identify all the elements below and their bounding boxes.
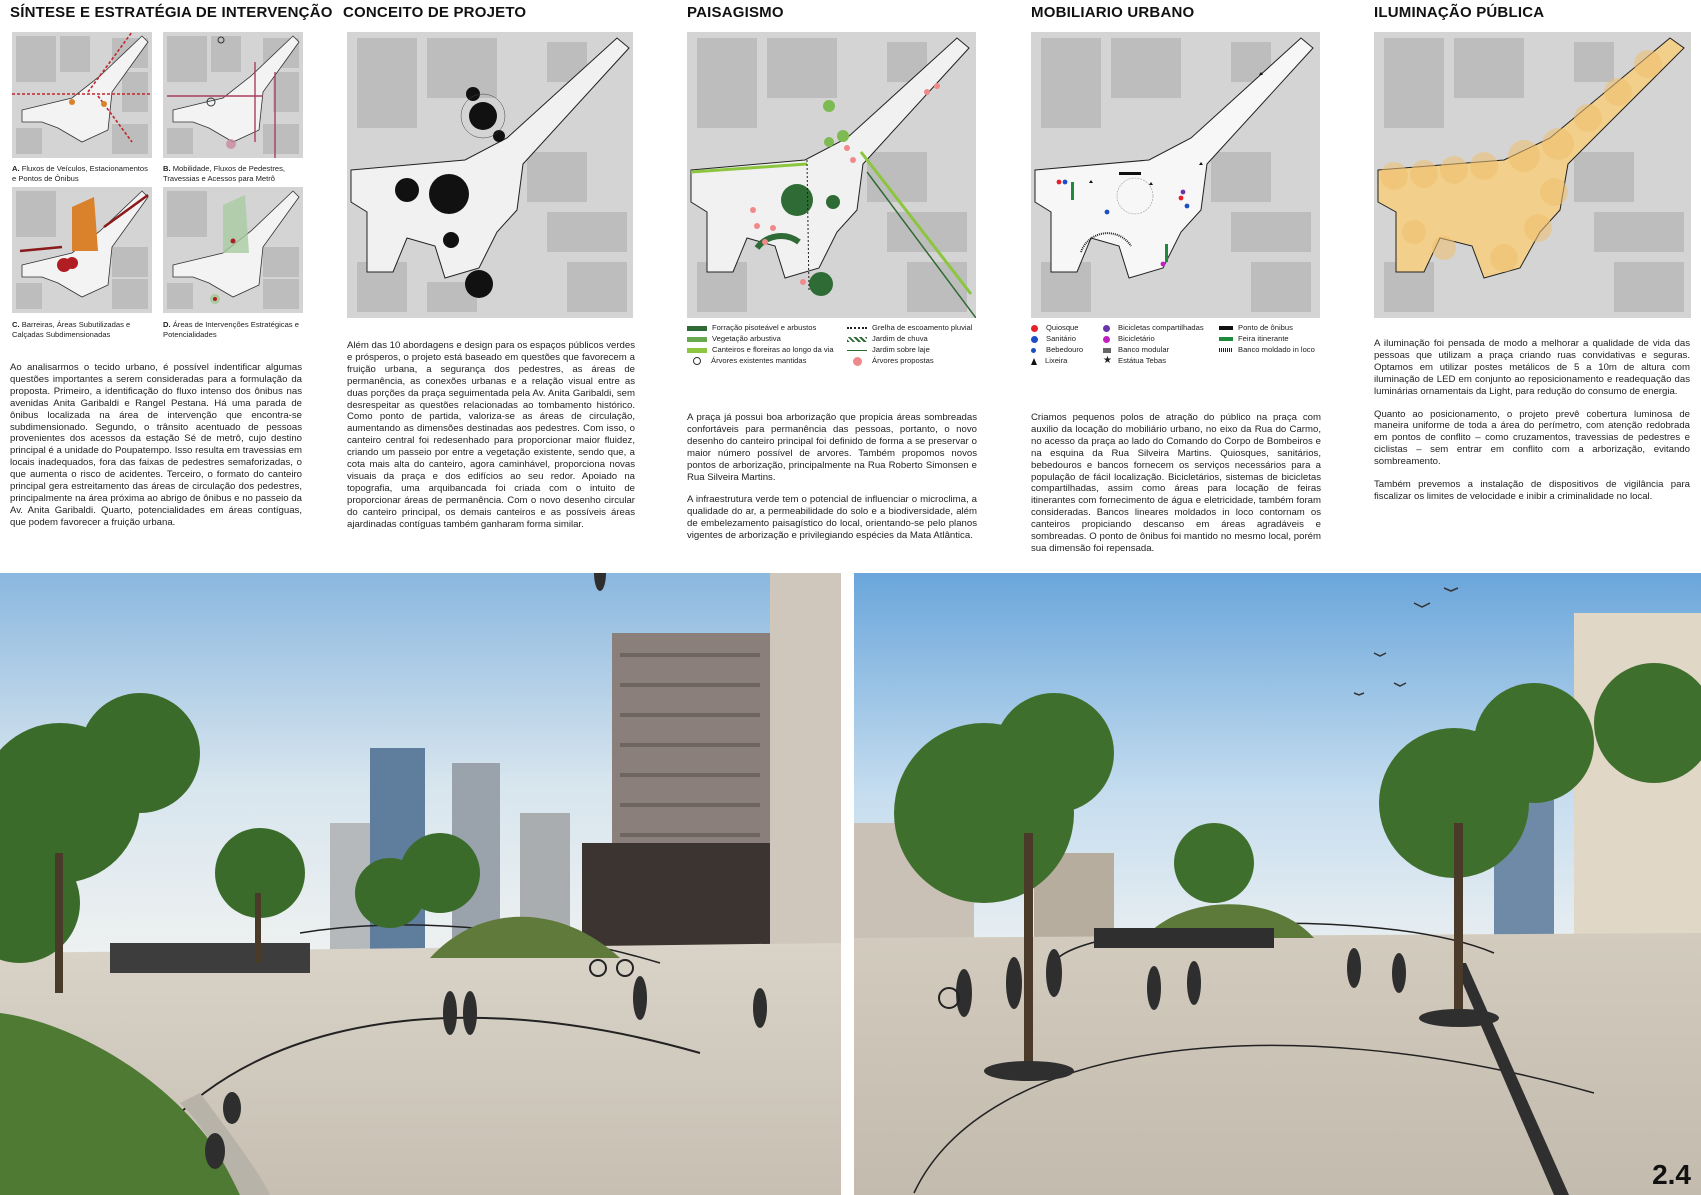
section-paisagismo	[687, 0, 983, 560]
legend-grelha-label: Grelha de escoamento pluvial	[872, 323, 973, 332]
section-title-iluminacao: ILUMINAÇÃO PÚBLICA	[1374, 4, 1545, 21]
section-conceito	[343, 0, 639, 560]
mobiliario-body: Criamos pequenos polos de atração do público na praça com auxilio da locação do mobiliário urbano, no eixo da Rua do Carmo, no acesso da praça ao lado do Comando do Corpo de Bombeiros e na esquina da Rua Silveira Martins. Quiosques, sanitários, bebedouros e bancos fornecem os serviços necessários para a população de fácil localização. Bicicletários, sistemas de bicicletas compartilhadas, assim como áreas para locação de feiras itinerantes com fornecimento de água e eletricidade, também foram consideradas. Bancos lineares moldados in loco contornam os canteiros propiciando descanso em áreas agradáveis e sombreadas. O ponto de ônibus foi mantido no mesmo local, porém sua dimensão foi repensada.	[1031, 412, 1321, 554]
swatch-vegetacao	[687, 337, 707, 342]
legend-item-arvores-existentes	[687, 355, 806, 367]
legend-bicicletario-label: Bicicletário	[1118, 334, 1155, 343]
legend-lixeira-label: Lixeira	[1045, 356, 1068, 365]
section-title-paisagismo: PAISAGISMO	[687, 4, 784, 21]
paisagismo-body	[687, 412, 977, 542]
diagram-b-svg	[163, 32, 303, 158]
legend-item-estatua	[1103, 355, 1166, 367]
legend-quiosque-label: Quiosque	[1046, 323, 1079, 332]
caption-c-letter: C.	[12, 320, 20, 329]
swatch-sanitario	[1031, 336, 1038, 343]
iluminacao-body	[1374, 338, 1690, 503]
section-mobiliario	[1031, 0, 1327, 560]
lighting-plan-svg	[1374, 32, 1691, 318]
render-left-svg	[0, 573, 841, 1195]
concept-plan	[347, 32, 633, 318]
legend-banco-modular-label: Banco modular	[1118, 345, 1170, 354]
legend-ponto-onibus-label: Ponto de ônibus	[1238, 323, 1293, 332]
legend-vegetacao-label: Vegetação arbustiva	[712, 334, 781, 343]
diagram-a-vehicle-flows	[12, 32, 152, 158]
render-right-svg	[854, 573, 1701, 1195]
swatch-banco-modular	[1103, 348, 1111, 353]
star-icon: ★	[1103, 355, 1112, 366]
iluminacao-body-p1: A iluminação foi pensada de modo a melhorar a qualidade de vida das pessoas que utilizam a praça criando ruas convidativas e seguras. Optamos em utilizar postes metálicos de 5 a 10m de altura com iluminação de LED em conjunto ao reposicionamento e readequação das luminárias ornamentais da Light, para redução do consumo de energia.	[1374, 338, 1690, 397]
legend-arvores-propostas-label: Árvores propostas	[872, 356, 934, 365]
legend-estatua-label: Estátua Tebas	[1118, 356, 1166, 365]
diagram-d-strategic-areas	[163, 187, 303, 313]
swatch-bebedouro	[1031, 348, 1036, 353]
furniture-legend	[1031, 322, 1327, 372]
sintese-body: Ao analisarmos o tecido urbano, é possível indentificar algumas questões importantes a serem consideradas para a formulação da proposta. Primeiro, a identificação do fluxo intenso dos ônibus nas avenidas Anita Garibaldi e Rangel Pestana. Há uma parada de ônibus localizada na área de intervenção que encontra-se subdimensionado. Segundo, o trânsito acentuado de pessoas provenientes dos acessos da estação Sé de metrô, cujo destino principal é a unidade do Poupatempo. Isso resulta em travessias em locais inadequados, fora das faixas de pedestres semaforizadas, o que aumenta o risco de acidentes. Terceiro, o formato do canteiro principal gera estreitamento das áreas de circulação dos pedestres, principalmente na área próxima ao abrigo de ônibus e no passeio da Av. Anita Garibaldi. Quarto, potencialidades em áreas contíguas, que podem favorecer a fruição urbana.	[10, 362, 302, 528]
render-left-plaza-view	[0, 573, 841, 1195]
caption-d-letter: D.	[163, 320, 171, 329]
render-right-plaza-view	[854, 573, 1701, 1195]
caption-a-text: Fluxos de Veículos, Estacionamentos e Pontos de Ônibus	[12, 164, 148, 183]
caption-c	[12, 320, 152, 339]
swatch-ponto-onibus	[1219, 326, 1233, 330]
diagram-c-svg	[12, 187, 152, 313]
section-iluminacao	[1374, 0, 1696, 560]
trash-icon	[1031, 358, 1037, 365]
legend-item-lixeira	[1031, 355, 1067, 367]
lighting-plan	[1374, 32, 1691, 318]
legend-bicicletas-label: Bicicletas compartilhadas	[1118, 323, 1204, 332]
landscape-plan-svg	[687, 32, 976, 318]
legend-item-banco-moldado	[1219, 344, 1315, 356]
legend-jardim-laje-label: Jardim sobre laje	[872, 345, 930, 354]
swatch-bicicletario	[1103, 336, 1110, 343]
section-title-conceito: CONCEITO DE PROJETO	[343, 4, 527, 21]
concept-plan-svg	[347, 32, 633, 318]
diagram-c-barriers	[12, 187, 152, 313]
section-sintese	[10, 0, 333, 560]
conceito-body: Além das 10 abordagens e design para os espaços públicos verdes e prósperos, o projeto está baseado em questões que favorecem a fruição urbana, a segurança dos pedestres, as áreas de permanência, as conexões urbanas e a relação visual entre as duas porções da praça seguimentada pela Av. Anita Garibaldi, sem desrespeitar as questões relacionadas ao tombamento histórico. Como ponto de partida, valoriza-se as áreas de circulação, aumentando as dimensões destinadas aos pedestres. Com isso, o canteiro central foi redesenhado para proporcionar maior fluidez, criando um passeio por entre a vegetação existente, sendo que, a cota mais alta do canteiro, agora caminhável, proporciona novas visuais da praça e dos edifícios ao seu redor. Apoiado na topografia, uma arquibancada foi criada com o intuito de proporcionar áreas de permanência. Com o novo desenho circular do canteiro principal, os demais canteiros e as possíveis áreas ajardinadas contíguas também ganharam forma similar.	[347, 340, 635, 530]
furniture-plan-svg	[1031, 32, 1320, 318]
diagram-a-svg	[12, 32, 152, 158]
caption-a-letter: A.	[12, 164, 20, 173]
landscape-plan	[687, 32, 976, 318]
furniture-plan	[1031, 32, 1320, 318]
caption-b	[163, 164, 303, 183]
caption-b-text: Mobilidade, Fluxos de Pedestres, Travessias e Acessos para Metrô	[163, 164, 285, 183]
swatch-forracao	[687, 326, 707, 331]
iluminacao-body-p2: Quanto ao posicionamento, o projeto prevê cobertura luminosa de maneira uniforme de toda a área do perímetro, com atenção redobrada em pontos de conflito – como cruzamentos, travessias de pedestres e ciclistas – sem entrar em conflito com a arborização, evitando sombreamento.	[1374, 408, 1690, 468]
legend-bebedouro-label: Bebedouro	[1046, 345, 1084, 354]
landscape-legend	[687, 322, 983, 372]
legend-item-arvores-propostas	[847, 355, 934, 367]
swatch-banco-moldado	[1219, 348, 1233, 352]
caption-b-letter: B.	[163, 164, 171, 173]
swatch-feira	[1219, 337, 1233, 341]
legend-arvores-existentes-label: Árvores existentes mantidas	[711, 356, 807, 365]
swatch-bicicletas-compartilhadas	[1103, 325, 1110, 332]
legend-canteiros-label: Canteiros e floreiras ao longo da via	[712, 345, 834, 354]
legend-forracao-label: Forração pisoteável e arbustos	[712, 323, 817, 332]
caption-a	[12, 164, 152, 183]
swatch-grelha	[847, 327, 867, 329]
caption-d-text: Áreas de Intervenções Estratégicas e Potencialidades	[163, 320, 299, 339]
section-title-sintese: SÍNTESE E ESTRATÉGIA DE INTERVENÇÃO	[10, 4, 333, 21]
swatch-quiosque	[1031, 325, 1038, 332]
legend-jardim-chuva-label: Jardim de chuva	[872, 334, 928, 343]
paisagismo-body-p2: A infraestrutura verde tem o potencial de influenciar o microclima, a qualidade do ar, a permeabilidade do solo e a biodiversidade, além de embelezamento paisagístico do local, orientando-se pelo planos vigentes de arborização e privilegiando espécies da Mata Atlântica.	[687, 494, 977, 542]
legend-sanitario-label: Sanitário	[1046, 334, 1076, 343]
iluminacao-body-p3: Também prevemos a instalação de dispositivos de vigilância para fiscalizar os limites de velocidade e inibir a criminalidade no local.	[1374, 479, 1690, 502]
paisagismo-body-p1: A praça já possui boa arborização que propicia áreas sombreadas confortáveis para permanência das pessoas, portanto, o novo desenho do canteiro principal foi definido de forma a se preservar o maior número possível de arvores. Também propomos novos pontos de arborização, principalmente na Rua Roberto Simonsen e Rua Silveira Martins.	[687, 412, 977, 483]
swatch-arvores-existentes	[693, 357, 701, 365]
swatch-canteiros	[687, 348, 707, 353]
page-number: 2.4	[1652, 1159, 1691, 1190]
diagram-d-svg	[163, 187, 303, 313]
legend-feira-label: Feira itinerante	[1238, 334, 1289, 343]
swatch-jardim-laje	[847, 350, 867, 351]
legend-banco-moldado-label: Banco moldado in loco	[1238, 345, 1315, 354]
swatch-jardim-chuva	[847, 337, 867, 342]
section-title-mobiliario: MOBILIARIO URBANO	[1031, 4, 1195, 21]
swatch-arvores-propostas	[853, 357, 862, 366]
diagram-b-pedestrian-mobility	[163, 32, 303, 158]
caption-c-text: Barreiras, Áreas Subutilizadas e Calçadas Subdimensionadas	[12, 320, 131, 339]
caption-d	[163, 320, 303, 339]
